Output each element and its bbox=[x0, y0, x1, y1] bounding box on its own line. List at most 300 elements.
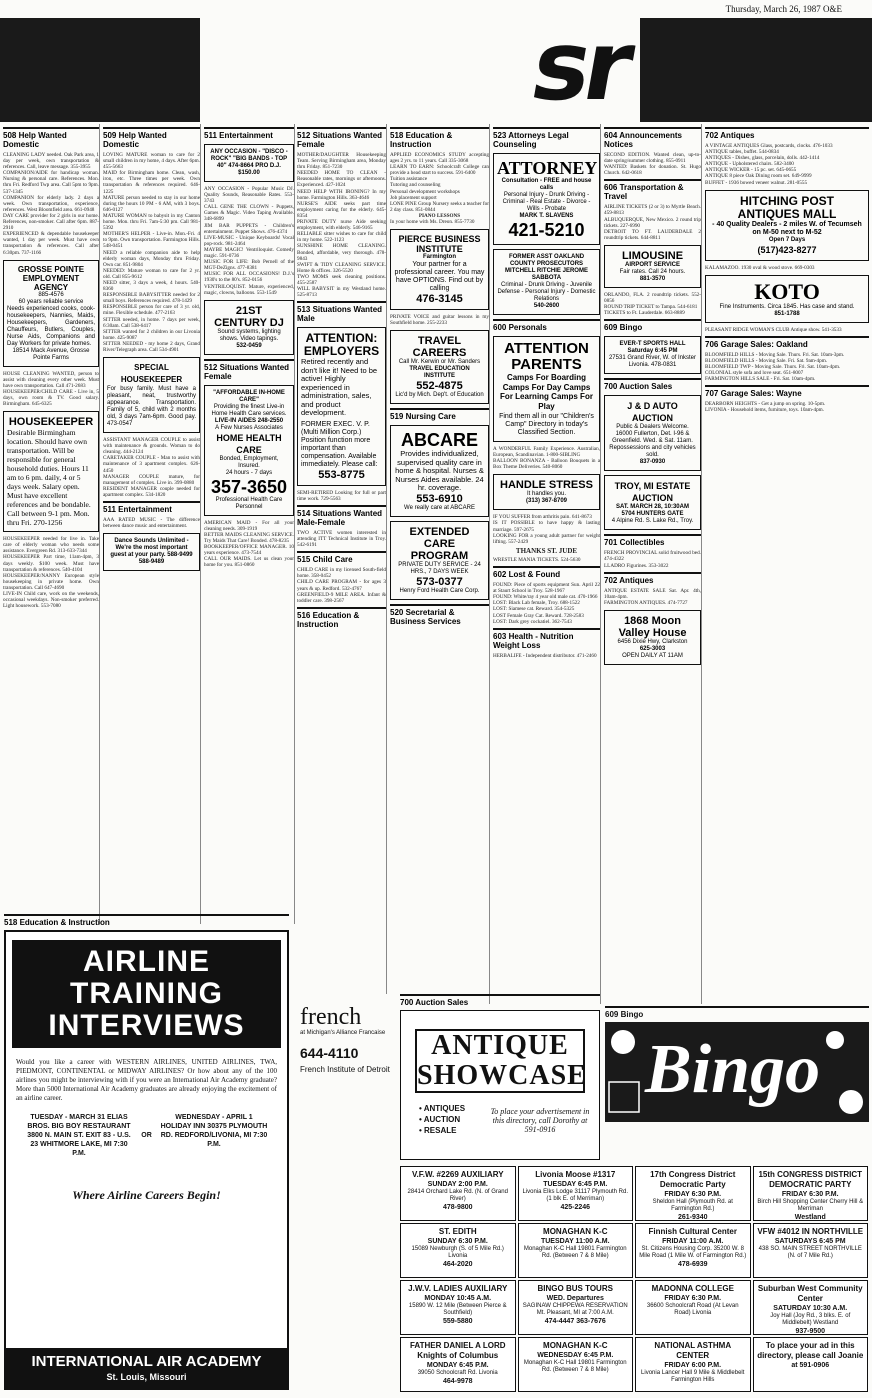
directory-cell bbox=[518, 1337, 634, 1392]
special-housekeeper-ad bbox=[103, 357, 200, 433]
extended-body: PRIVATE DUTY SERVICE - 24 HRS., 7 DAYS WEEK bbox=[398, 561, 481, 575]
abcare-foot: We really care at ABCARE bbox=[404, 504, 475, 511]
housekeeper-body: Desirable Birmingham location. Should have own transportation. Will be responsible for general household duties. Hours 11 am to 6 pm. daily, 4 or 5 days week. Salary open. Must have excellent references and be bondable. Call between 9-1 pm. Mon. thru Fri. 270-1256 bbox=[7, 428, 91, 528]
directory-day: WEDNESDAY 6:45 P.M. bbox=[537, 1352, 614, 1359]
classified-ad: LLADRO Figurines. 353-3022 bbox=[604, 562, 669, 569]
directory-phone: 937-9500 bbox=[795, 1328, 826, 1335]
directory-day: WED. Departures bbox=[546, 1295, 604, 1302]
classified-ad: ANTIQUE WICKER - 15 pc. set. 645-0655 bbox=[705, 167, 797, 174]
directory-cell bbox=[635, 1223, 751, 1278]
section-header: 700 Auction Sales bbox=[604, 378, 701, 391]
bingo-header: 609 Bingo bbox=[605, 1006, 869, 1020]
antique-item: • AUCTION bbox=[419, 1115, 461, 1124]
directory-cell bbox=[518, 1280, 634, 1335]
section-header: 701 Collectibles bbox=[604, 534, 701, 547]
session-wednesday: WEDNESDAY - APRIL 1 HOLIDAY INN 30375 PLYMOUTH RD. REDFORD/LIVONIA, MI 7:30 P.M. bbox=[160, 1114, 268, 1148]
classified-ad: SITTER NEEDED - my home 2 days, Grand River/Telegraph area. Call 534-4901 bbox=[103, 340, 200, 353]
home-care-title: "AFFORDABLE IN-HOME CARE" bbox=[213, 389, 285, 403]
classified-ad: KALAMAZOO. 1930 oval & wood stove. 669-0303 bbox=[705, 264, 815, 271]
agency-name: GROSSE POINTE EMPLOYMENT AGENCY bbox=[17, 264, 85, 292]
section-header: 509 Help Wanted Domestic bbox=[103, 127, 200, 149]
classified-ad: NURSE'S AIDE seeks part time employment caring for the elderly. 645-8354 bbox=[297, 200, 386, 219]
classified-ad: FARMINGTON HILLS SALE - Fri. Sat. 10am-4pm. bbox=[705, 376, 816, 383]
column-604 bbox=[604, 124, 702, 1004]
directory-title: Livonia Moose #1317 bbox=[535, 1170, 616, 1179]
special-body: For busy family. Must have a pleasant, neat, trustworthy appearance. Transportation. Family of 5, child with 2 months old, 3 days 7am-6pm. Good pay. 473-0547 bbox=[107, 386, 196, 428]
dj-sub: Sound systems, lighting shows. Video tapings. bbox=[217, 328, 281, 342]
airline-title-line2: TRAINING bbox=[70, 977, 223, 1010]
moon-title: 1868 Moon Valley House bbox=[618, 614, 687, 639]
session-or: OR bbox=[141, 1132, 152, 1139]
airline-sessions bbox=[24, 1113, 269, 1158]
directory-day: FRIDAY 6:30 P.M. bbox=[781, 1191, 839, 1198]
classified-ad: CLEANING LADY needed. Oak Park area, 1 day per week, own transportation & references. Call, leave message. 355-3955 bbox=[3, 152, 99, 171]
bingo-banner bbox=[605, 1022, 869, 1122]
limousine-ad bbox=[604, 245, 701, 288]
french-sub: at Michigan's Alliance Francaise bbox=[300, 1030, 386, 1036]
directory-day: at 591-0906 bbox=[791, 1362, 830, 1369]
hitching-body: - 40 Quality Dealers - 2 miles W. of Tecumseh on M-50 next to M-52 bbox=[712, 220, 862, 236]
directory-cell bbox=[518, 1223, 634, 1278]
directory-detail: Monaghan K-C Hall 19801 Farmington Rd. (Between 7 & 8 Mile) bbox=[523, 1360, 627, 1373]
classified-ad: ORLANDO, FLA. 2 roundtrip tickets. 552-0856 bbox=[604, 291, 701, 305]
classified-ad: CALL OUR MAIDS. Let us clean your home for you. 851-0860 bbox=[204, 556, 294, 569]
classified-ad: FARMINGTON ANTIQUES. 474-7727 bbox=[604, 599, 688, 606]
section-header: 514 Situations Wanted Male-Female bbox=[297, 505, 386, 527]
airline-title bbox=[12, 940, 281, 1048]
disco-ad bbox=[204, 144, 294, 182]
directory-day: TUESDAY 6:45 P.M. bbox=[543, 1181, 608, 1188]
auto-auction-phone: 837-0930 bbox=[639, 459, 666, 466]
moon-valley-ad bbox=[604, 610, 701, 665]
classified-ad: HOUSE CLEANING WANTED, person to assist with cleaning every other week. Must have own transportation. Call 471-2683 bbox=[3, 370, 99, 389]
directory-detail: Birch Hill Shopping Center Cherry Hill & Merriman bbox=[757, 1199, 864, 1212]
classified-ad: LOVING MATURE woman to care for 2 small children in my home, 4 days. After 6pm. 455-5663 bbox=[103, 152, 200, 171]
classified-ad: GREENFIELD-9 MILE AREA. Infant & toddler care. 398-2567 bbox=[297, 591, 386, 604]
directory-day: MONDAY 6:45 P.M. bbox=[426, 1362, 489, 1369]
auto-auction-title: J & D AUTO AUCTION bbox=[627, 401, 678, 424]
directory-detail: Livonia Elks Lodge 31117 Plymouth Rd. (1 blk E. of Merriman) bbox=[522, 1189, 628, 1202]
attention-title: ATTENTION PARENTS bbox=[504, 340, 589, 373]
directory-title: FATHER DANIEL A LORD Knights of Columbus bbox=[409, 1341, 506, 1360]
limo-body: Fair rates. Call 24 hours. bbox=[619, 268, 686, 275]
attorney-sub: Consultation - FREE and house calls bbox=[501, 178, 592, 191]
column-511 bbox=[204, 124, 295, 924]
classified-ad: MATURE WOMAN to babysit in my Canton home. Mon. thru Fri. 7am-5:30 pm. Call 981-5392 bbox=[103, 212, 200, 232]
koto-ad bbox=[705, 275, 869, 323]
agency-phone: 885-4576 bbox=[38, 291, 64, 298]
travel-title: TRAVEL CAREERS bbox=[412, 335, 467, 360]
antique-showcase-cta: To place your advertisement in this directory, call Dorothy at 591-0916 bbox=[490, 1107, 590, 1134]
prosecutors-title: FORMER ASST OAKLAND COUNTY PROSECUTORS bbox=[508, 254, 585, 267]
classified-ad: COMPANION/AIDE for handicap woman. Nursing & personal care. References. Mon. thru Fri. Redford Twp area. Call 5pm to 9pm. 537-1345 bbox=[3, 170, 99, 195]
pierce-body: Your partner for a professional career. You may have OPTIONS. Find out by calling bbox=[394, 261, 485, 293]
sports-hall-address: 27531 Grand River, W. of Inkster Livonia. 478-0831 bbox=[608, 355, 697, 369]
directory-detail: SAGINAW CHIPPEWA RESERVATION Mt. Pleasant, MI at 7:00 A.M. bbox=[522, 1303, 628, 1316]
classified-ad: ANTIQUE 8 piece Oak Dining room set. 649-9999 bbox=[705, 173, 812, 180]
abcare-phone: 553-6910 bbox=[416, 492, 463, 505]
directory-cell bbox=[400, 1280, 516, 1335]
classified-ad: A WONDERFUL Family Experience. Australian, European, Scandinavian. 1-800-SIBLING bbox=[493, 446, 600, 459]
sports-hall-title: EVER-T SPORTS HALL Saturday 6:45 PM bbox=[619, 341, 686, 355]
dj-phone: 532-0459 bbox=[236, 342, 262, 349]
extended-title: EXTENDED CARE PROGRAM bbox=[409, 525, 470, 562]
directory-day: SATURDAYS 6:45 PM bbox=[774, 1238, 846, 1245]
dance-sounds-ad bbox=[103, 533, 200, 571]
section-header: 511 Entertainment bbox=[103, 501, 200, 514]
employers-ad bbox=[297, 327, 386, 486]
classified-ad: ANTIQUES - Dishes, glass, porcelain, dolls. 442-1414 bbox=[705, 155, 820, 162]
attorney-title: ATTORNEY bbox=[497, 158, 598, 178]
classified-ad: TWO ACTIVE women interested in attending ITT Technical Institute in Troy. 542-6191 bbox=[297, 529, 386, 549]
agency-address: 18514 Mack Avenue, Grosse Pointe Farms bbox=[12, 347, 90, 361]
antique-showcase-ad bbox=[400, 1010, 600, 1160]
classified-ad: SUNSHINE HOME CLEANING. Bonded, affordable, very thorough. 478-9843 bbox=[297, 243, 386, 262]
moon-address: 6456 Dixie Hwy, Clarkston bbox=[617, 638, 688, 645]
airline-title-line3: INTERVIEWS bbox=[48, 1009, 245, 1042]
air-academy-name: INTERNATIONAL AIR ACADEMY bbox=[31, 1353, 262, 1370]
classified-ad: MANAGER COUPLE mature, for management of complex. Live in. 399-0880 bbox=[103, 473, 200, 486]
directory-phone: 425-2246 bbox=[560, 1204, 591, 1211]
section-flag-right bbox=[640, 18, 872, 122]
attention-body: Camps For Boarding Camps For Day Camps For Learning Camps For Play bbox=[500, 373, 593, 411]
travel-title2: TRAVEL EDUCATION INSTITUTE bbox=[409, 366, 470, 380]
classified-ad: LIVE-MUSIC - Unique Keyboards! Vocal pop-rock. 981-2464 bbox=[204, 234, 294, 247]
antique-showcase-title: ANTIQUE SHOWCASE bbox=[417, 1030, 587, 1091]
classified-ad: HOUSEKEEPER/NANNY European style housekeeping in private home. Own transportation. Call 647-4690 bbox=[3, 572, 99, 591]
section-header: 520 Secretarial & Business Services bbox=[390, 604, 489, 626]
classified-ad: PIANO LESSONS bbox=[418, 212, 461, 219]
classified-ad: LOST: Dark grey cockatiel. 362-7543 bbox=[493, 618, 572, 625]
issue-date: Thursday, March 26, 1987 O&E bbox=[725, 4, 842, 14]
classified-ad: CHILD CARE in my licensed South-field home. 358-0452 bbox=[297, 567, 386, 580]
classified-ad: MUSIC FOR ALL OCCASIONS! D.J.'s 1930's to the 80's. 852-0156 bbox=[204, 271, 294, 284]
section-flag-left bbox=[0, 18, 200, 122]
travel-phone: 552-4875 bbox=[416, 380, 463, 393]
classified-ad: MAID for Birmingham home. Clean, wash, iron, etc. Three times per week. Own transportation & references required. 646-1225 bbox=[103, 170, 200, 195]
classified-ad: IF YOU SUFFER from arthritis pain. 641-8673 bbox=[493, 514, 592, 521]
classified-ad: NEED a reliable companion aide to help elderly woman days, Monday thru Friday. Own car. 851-9804 bbox=[103, 249, 200, 268]
classified-ad: SITTER needed, in home. 7 days per week, 6:30am. Call 538-6417 bbox=[103, 316, 200, 329]
travel-foot: Lic'd by Mich. Dep't. of Education bbox=[395, 392, 484, 399]
home-care-foot: Professional Health Care Personnel bbox=[215, 496, 283, 510]
attention-parents-ad bbox=[493, 336, 600, 442]
directory-detail: 39050 Schoolcraft Rd. Livonia bbox=[417, 1370, 498, 1376]
directory-detail: 36600 Schoolcraft Road (At Levan Road) Livonia bbox=[646, 1303, 739, 1316]
classified-ad: IS IT POSSIBLE to have happy & lasting marriage. 597-2675 bbox=[493, 520, 600, 533]
classified-ad: DAY CARE provider for 2 girls in our home. References, non-smoker. Call after 6pm. 887-2910 bbox=[3, 212, 99, 232]
hitching-phone: (517)423-8277 bbox=[757, 244, 817, 255]
classified-ad: BLOOMFIELD HILLS - Moving Sale. Thurs. Fri. Sat. 10am-3pm. bbox=[705, 351, 845, 358]
classified-ad: JIM BAR PUPPETS - Children's entertainment. Puppet Shows. 476-4374 bbox=[204, 222, 294, 235]
classified-ad: NEED sitter, 3 days a week, 4 hours. 540-8360 bbox=[103, 279, 200, 293]
section-header: 702 Antiques bbox=[604, 572, 701, 585]
agency-ad bbox=[3, 260, 99, 367]
classified-ad: LONE PINE Group Nursery seeks a teacher for 2 day class. 851-0844 bbox=[390, 200, 489, 213]
directory-cell bbox=[400, 1223, 516, 1278]
directory-detail: 438 SO. MAIN STREET NORTHVILLE (N. of 7 Mile Rd.) bbox=[758, 1246, 862, 1259]
section-header: 602 Lost & Found bbox=[493, 566, 600, 579]
section-header: 606 Transportation & Travel bbox=[604, 179, 701, 201]
classified-ad: LIVE-IN Child care, work on the weekends, occasional weekdays. Non-smoker preferred. Light housework. 553-7080 bbox=[3, 591, 99, 610]
section-header: 707 Garage Sales: Wayne bbox=[705, 385, 869, 398]
troy-title: TROY, MI ESTATE AUCTION bbox=[614, 481, 691, 504]
extended-care-ad bbox=[390, 521, 489, 600]
antique-item: • ANTIQUES bbox=[419, 1104, 466, 1113]
classified-ad: BETTER MAIDS CLEANING SERVICE. Try Maids That Care! Bonded. 478-8235 bbox=[204, 531, 294, 544]
prosecutors-ad bbox=[493, 249, 600, 315]
directory-title: MONAGHAN K-C bbox=[543, 1227, 608, 1236]
classified-ad: ALBUQUERQUE, New Mexico. 2 round trip tickets. 227-6990 bbox=[604, 216, 701, 229]
classified-ad: AIRLINE TICKETS (2 or 3) to Myrtle Beach. 459-8813 bbox=[604, 204, 701, 217]
column-508 bbox=[3, 124, 100, 924]
classified-ad: ASSISTANT MANAGER COUPLE to assist with maintenance & grounds. Woman to do cleaning. 444-2124 bbox=[103, 437, 200, 456]
classified-ad: LIVONIA - Household items, furniture, toys. 10am-4pm. bbox=[705, 407, 825, 414]
pierce-title: PIERCE BUSINESS INSTITUTE bbox=[398, 234, 481, 255]
directory-phone: 478-9800 bbox=[442, 1204, 473, 1211]
classified-ad: AMERICAN MAID - For all your cleaning needs. 309-1919 bbox=[204, 519, 294, 532]
limo-sub: AIRPORT SERVICE bbox=[625, 261, 680, 268]
directory-day: SUNDAY 2:00 P.M. bbox=[427, 1181, 488, 1188]
section-518-header-strip bbox=[4, 914, 289, 928]
airline-body: Would you like a career with WESTERN AIRLINES, UNITED AIRLINES, TWA, PIEDMONT, CONTINENTAL or MIDWAY AIRLINES? Or how about any of the 100 airlines you might be interviewing with if you were an International Air Academy graduate? More than 5000 International Air Academy graduates are already enjoying the excitement of an airline career. bbox=[16, 1058, 277, 1102]
stress-title: HANDLE STRESS bbox=[500, 479, 593, 492]
classified-ad: LOST: Siamese cat. Reward. 354-5325 bbox=[493, 606, 575, 613]
directory-day: FRIDAY 11:00 A.M. bbox=[662, 1238, 724, 1245]
home-care-title2: A Few Nurses Associates bbox=[215, 424, 283, 431]
airline-slogan: Where Airline Careers Begin! bbox=[72, 1188, 221, 1202]
directory-detail: Sheldon Hall (Plymouth Rd. at Farmington Rd.) bbox=[652, 1199, 733, 1212]
special-title: SPECIAL HOUSEKEEPER bbox=[120, 363, 183, 385]
classified-ad: WANTED: Baskets for donation. St. Hugo Church. 642-0618 bbox=[604, 164, 701, 177]
classified-ad: ANTIQUE tables, buffet. 544-0834 bbox=[705, 149, 779, 156]
directory-title: To place your ad in this directory, please call Joanie bbox=[757, 1341, 864, 1360]
column-702 bbox=[705, 124, 869, 1004]
classified-ad: DETROIT TO FT. LAUDERDALE 2 roundtrip tickets. 644-8811 bbox=[604, 228, 701, 241]
attorney-name: MARK T. SLAVENS bbox=[519, 213, 574, 219]
section-header: 519 Nursing Care bbox=[390, 408, 489, 421]
auto-auction-ad bbox=[604, 395, 701, 471]
classified-ad: WRESTLE MANIA TICKETS. 524-5630 bbox=[493, 556, 581, 563]
folio bbox=[0, 0, 872, 18]
classified-ad: VENTRILOQUIST. Mature, experienced, magic, clowns, balloons. 553-1549 bbox=[204, 283, 294, 296]
travel-careers-ad bbox=[390, 330, 489, 404]
agency-body: Needs experienced cooks, cook-housekeepers, Nannies, Maids, Housekeepers, Gardeners, Chauffeurs, Butlers, Couples, Nurse Aids, Companions and Day Workers for private homes. bbox=[7, 305, 95, 347]
directory-cell bbox=[753, 1280, 869, 1335]
attorney-phone: 421-5210 bbox=[508, 220, 585, 240]
classified-ad: In your home with Ms. Dreon. 855-7730 bbox=[390, 219, 475, 226]
french-foot: French Institute of Detroit bbox=[300, 1065, 390, 1074]
koto-body: Fine Instruments. Circa 1845. Has case and stand. bbox=[719, 303, 855, 310]
directory-cell bbox=[635, 1337, 751, 1392]
attorney-body: Personal Injury - Drunk Driving - Criminal - Real Estate - Divorce - Wills - Probate bbox=[502, 192, 591, 212]
classified-ad: CARETAKER COUPLE - Man to assist with maintenance of 3 apartment complex. 626-4450 bbox=[103, 455, 200, 474]
extended-foot: Henry Ford Health Care Corp. bbox=[399, 587, 480, 594]
section-header: 700 Auction Sales bbox=[400, 994, 600, 1007]
directory-detail: 15890 W. 12 Mile (Between Pierce & Southfield) bbox=[408, 1303, 507, 1316]
limo-title: LIMOUSINE bbox=[621, 249, 684, 262]
classified-ad: NEEDED: Mature woman to care for 2 yr. old. Call 855-9612 bbox=[103, 267, 200, 280]
koto-title: KOTO bbox=[754, 278, 820, 304]
classified-ad: TICKETS to Ft. Lauderdale. 663-8889 bbox=[604, 310, 685, 317]
classified-ad: PRIVATE DUTY nurse Aide seeking employment, with elderly. 546-9165 bbox=[297, 219, 386, 232]
handle-stress-ad bbox=[493, 474, 600, 510]
classified-ad: FRENCH PROVINCIAL solid fruitwood bed. 474-4322 bbox=[604, 550, 701, 563]
air-academy-city: St. Louis, Missouri bbox=[106, 1372, 187, 1382]
directory-cell bbox=[400, 1166, 516, 1221]
classified-ad: DEARBORN HEIGHTS - Get a jump on spring. 10-5pm. bbox=[705, 401, 826, 408]
directory-cell bbox=[400, 1337, 516, 1392]
home-care-hours: 24 hours - 7 days bbox=[225, 469, 273, 476]
directory-detail: Livonia Lancer Hall 9 Mile & Middlebelt Farmington Hills bbox=[641, 1370, 745, 1383]
classified-ad: MATURE person needed to stay in our home during the hours 10 PM - 6 AM, with 3 boys. 646-0127 bbox=[103, 194, 200, 213]
column-512 bbox=[297, 124, 387, 994]
agency-tag: 60 years reliable service bbox=[18, 298, 84, 305]
classified-ad: Tutoring and counseling bbox=[390, 182, 441, 189]
classified-ad: ANTIQUE - Upholstered chairs. 582-3400 bbox=[705, 161, 794, 168]
classified-ad: A VINTAGE ANTIQUES Glass, postcards, clocks. 476-1033 bbox=[705, 143, 833, 149]
section-header: 516 Education & Instruction bbox=[297, 607, 386, 629]
directory-day: FRIDAY 6:30 P.M. bbox=[664, 1191, 722, 1198]
section-header: 702 Antiques bbox=[705, 127, 869, 140]
directory-detail: Joy Hall (Joy Rd., 3 blks. E. of Middlebelt) Westland bbox=[770, 1313, 851, 1326]
classified-ad: Personal development workshops bbox=[390, 188, 460, 195]
directory-phone: 478-6939 bbox=[677, 1261, 708, 1268]
classified-ad: SECOND EDITION. Wanted clean, up-to-date spring/summer clothing. 855-0911 bbox=[604, 152, 701, 165]
home-care-title3: HOME HEALTH CARE bbox=[216, 432, 282, 455]
extended-phone: 573-0377 bbox=[416, 575, 463, 588]
troy-date: SAT. MARCH 28, 10:30AM bbox=[616, 504, 689, 511]
directory-phone: 464-9978 bbox=[442, 1378, 473, 1385]
home-care-body: Providing the finest Live-in Home Health Care services. bbox=[211, 403, 287, 417]
classified-ad: LEARN TO EARN: Schoolcraft College can provide a head start to success. 591-6400 bbox=[390, 164, 489, 177]
troy-auction-ad bbox=[604, 475, 701, 530]
classified-ad: SEMI-RETIRED Looking for full or part time work. 729-5563 bbox=[297, 489, 386, 502]
section-header: 604 Announcements Notices bbox=[604, 127, 701, 149]
abcare-ad bbox=[390, 425, 489, 517]
directory-day: FRIDAY 6:00 P.M. bbox=[664, 1362, 722, 1369]
airline-training-ad bbox=[4, 930, 289, 1390]
troy-body: 4 Alpine Rd. S. Lake Rd., Troy. bbox=[611, 518, 694, 525]
classified-ad: BOOKKEEPER/OFFICE MANAGER. 10 years experience. 473-7544 bbox=[204, 544, 294, 557]
directory-day: SATURDAY 10:30 A.M. bbox=[773, 1305, 848, 1312]
limo-phone: 881-3570 bbox=[639, 275, 666, 282]
hitching-hours: Open 7 Days bbox=[768, 236, 806, 243]
directory-title: MADONNA COLLEGE bbox=[651, 1284, 734, 1293]
classified-ad: MUSIC FOR LIFE: Bob Pernell of the MGT-DeZigns. 477-8381 bbox=[204, 259, 294, 272]
prosecutors-names: MITCHELL RITCHIE JEROME SABBOTA bbox=[505, 268, 588, 281]
hitching-post-ad bbox=[705, 190, 869, 261]
abcare-body: Provides individualized, supervised quality care in home & hospital. Nurses & Nurses Aides available. 24 hr. coverage. bbox=[395, 449, 484, 493]
section-header: 518 Education & Instruction bbox=[4, 914, 289, 927]
section-header: 512 Situations Wanted Female bbox=[297, 127, 386, 149]
directory-day: SUNDAY 6:30 P.M. bbox=[427, 1238, 488, 1245]
classified-ad: CALL GENE THE CLOWN - Puppets, Games & Magic. Video Taping Available. 348-6899 bbox=[204, 204, 294, 223]
dj-title: 21ST CENTURY DJ bbox=[214, 304, 284, 329]
directory-title: Suburban West Community Center bbox=[757, 1284, 863, 1303]
travel-body: Call Mr. Kerwin or Mr. Sanders bbox=[398, 359, 481, 366]
directory-phone: 559-5880 bbox=[442, 1318, 473, 1325]
directory-detail: 15089 Newburgh (S. of 5 Mile Rd.) Livonia bbox=[411, 1246, 504, 1259]
section-header: 609 Bingo bbox=[604, 319, 701, 332]
classified-ad: NEED HELP WITH IRONING? In my home. Farmington Hills. 363-4646 bbox=[297, 188, 386, 201]
classified-ad: SWIFT & TIDY CLEANING SERVICE. Home & offices. 326-5520 bbox=[297, 261, 386, 274]
dj-ad bbox=[204, 300, 294, 355]
classified-ad: Tuition assistance bbox=[390, 176, 428, 183]
troy-place: 5704 HUNTERS GATE bbox=[621, 511, 684, 518]
directory-title: MONAGHAN K-C bbox=[543, 1341, 608, 1350]
prosecutors-body: Criminal - Drunk Driving - Juvenile Defense - Personal Injury - Domestic Relations bbox=[497, 282, 596, 302]
section-header: 600 Personals bbox=[493, 319, 600, 332]
attention-foot: Find them all in our "Children's Camp" Directory in today's Classified Section. bbox=[499, 413, 594, 436]
classified-ad: RESPONSIBLE person for care of 3 yr. old, mine. Flexible schedule. 477-2163 bbox=[103, 304, 200, 317]
antique-item: • RESALE bbox=[419, 1126, 457, 1135]
directory-title: VFW #4012 IN NORTHVILLE bbox=[757, 1227, 864, 1236]
classified-ad: FOUND: White/ray 4 year old male cat. 470-1966 bbox=[493, 594, 598, 601]
auction-header-strip bbox=[400, 994, 600, 1008]
section-header: 511 Entertainment bbox=[204, 127, 294, 140]
classified-ad: RELIABLE sitter wishes to care for child in my home. 522-1123 bbox=[297, 231, 386, 244]
section-header: 518 Education & Instruction bbox=[390, 127, 489, 149]
classified-ad: TWO MOMS seek cleaning positions. 455-2587 bbox=[297, 273, 386, 286]
airline-title-line1: AIRLINE bbox=[83, 945, 210, 978]
classified-ad: HOUSEKEEPER Part time, 11am-4pm, 3 days weekly. $100 week. Must have transportation & references. 540-4104 bbox=[3, 554, 99, 573]
classified-ad: CHILD CARE PROGRAM - for ages 3 years & up. Redford. 532-4767 bbox=[297, 579, 386, 592]
session-tuesday: TUESDAY - MARCH 31 ELIAS BROS. BIG BOY RESTAURANT 3800 N. MAIN ST. EXIT 83 - U.S. 23 WHITMORE LAKE, MI 7:30 P.M. bbox=[27, 1114, 131, 1157]
classified-ad: FOUND: Piece of sports equipment Sun. April 22 at Staurt School in Troy. 528-1967 bbox=[493, 582, 600, 595]
directory-day: TUESDAY 11:00 A.M. bbox=[540, 1238, 610, 1245]
stress-phone: (313) 367-8709 bbox=[525, 498, 568, 505]
classified-ad: COLONIAL style sofa and love seat. 651-8007 bbox=[705, 370, 804, 377]
directory-detail: St. Citizens Housing Corp. 35200 W. 8 Mile Road (1 Mile W. of Farmington Rd.) bbox=[639, 1246, 747, 1259]
directory-detail: Monaghan K-C Hall 19801 Farmington Rd. (Between 7 & 8 Mile) bbox=[523, 1246, 627, 1259]
home-care-sub: Bonded, Employment, Insured. bbox=[219, 455, 279, 469]
classified-ad: NEEDED HOME TO CLEAN - Reasonable rates, mornings or afternoons. Experienced. 427-1024 bbox=[297, 170, 386, 189]
employers-phone: 553-8775 bbox=[318, 468, 365, 481]
pierce-institute-ad bbox=[390, 229, 489, 310]
classified-ad: BUFFET - 1936 bowed veneer walnut. 281-0555 bbox=[705, 179, 808, 186]
employers-body: Retired recently and don't like it! Need to be active! Highly experienced in administration, sales, and product development. bbox=[301, 357, 378, 418]
pierce-city: Farmington bbox=[423, 254, 456, 261]
classified-ad: MOTHER/DAUGHTER Housekeeping Team. Serving Birmingham area, Monday thru Friday. 851-7230 bbox=[297, 152, 386, 171]
column-509 bbox=[103, 124, 201, 924]
classified-ad: MOTHER'S HELPER - Live-in. Mon.-Fri. 4 to 9pm. Own transportation. Farmington Hills. 548-0451 bbox=[103, 231, 200, 250]
air-academy-banner bbox=[6, 1348, 287, 1388]
section-header: 513 Situations Wanted Male bbox=[297, 301, 386, 323]
classified-ad: ANY OCCASION - Popular Music DJ. Quality Sounds, Reasonable Rates. 553-3743 bbox=[204, 186, 294, 205]
classified-ad: BALLOON BONANZA - Balloon Bouquets in a Box Theme Deliveries. 540-8060 bbox=[493, 458, 600, 471]
classified-ad: RESIDENT MANAGER couple needed for apartment complex. 534-1820 bbox=[103, 485, 200, 498]
classified-ad: EXPERIENCED & dependable housekeeper wanted, 1 day per week. Must have own transportation & references. Call after 6:30pm. 737-1166 bbox=[3, 231, 99, 256]
directory-cell bbox=[518, 1166, 634, 1221]
classified-ad: LOOKING FOR a young adult partner for weight lifting. 557-2429 bbox=[493, 532, 600, 545]
stress-body: It handles you. bbox=[526, 491, 567, 498]
hitching-title: HITCHING POST ANTIQUES MALL bbox=[737, 193, 837, 221]
home-care-tag: LIVE-IN AIDES 248-2550 bbox=[214, 417, 284, 424]
classified-ad: LOST Female Gray Cat. Reward. 728-2583 bbox=[493, 612, 584, 619]
directory-cell bbox=[635, 1280, 751, 1335]
directory-day: MONDAY 10:45 A.M. bbox=[424, 1295, 492, 1302]
bingo-directory bbox=[400, 1166, 870, 1394]
directory-detail: 28414 Orchard Lake Rd. (N. of Grand River) bbox=[407, 1189, 508, 1202]
home-care-phone: 357-3650 bbox=[210, 476, 288, 497]
classified-ad: PLEASANT RIDGE WOMAN'S CLUB Antique show. 541-3533 bbox=[705, 326, 842, 333]
classified-ad: BLOOMFIELD HILLS - Moving Sale. Fri. Sat. 9am-4pm. bbox=[705, 357, 828, 364]
classified-ad: HOUSEKEEPER/CHILD CARE - Live in, 5 days, own room & TV. Good salary. Birmingham. 645-6325 bbox=[3, 388, 99, 408]
directory-title: BINGO BUS TOURS bbox=[537, 1284, 613, 1293]
auto-auction-body: Public & Dealers Welcome. 16000 Fullerton, Det. I-96 & Greenfield. Wed. & Sat. 11am. Repossessions and city vehicles sold. bbox=[609, 424, 696, 459]
french-name: french bbox=[300, 1004, 362, 1030]
